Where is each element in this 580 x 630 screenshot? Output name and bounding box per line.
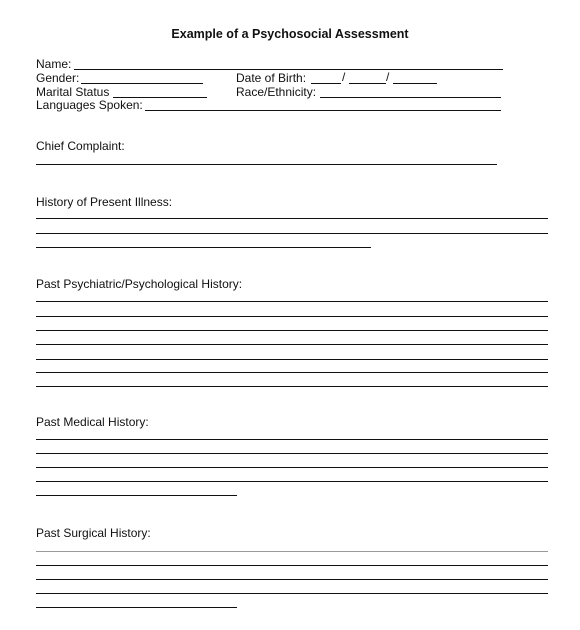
medical-history-line[interactable] (36, 481, 548, 482)
languages-field[interactable] (145, 110, 501, 111)
surgical-history-line[interactable] (36, 551, 548, 552)
present-illness-label: History of Present Illness: (36, 195, 173, 209)
psych-history-line[interactable] (36, 372, 548, 373)
surgical-history-line[interactable] (36, 579, 548, 580)
dob-month-field[interactable] (311, 83, 341, 84)
surgical-history-label: Past Surgical History: (36, 526, 151, 540)
present-illness-line[interactable] (36, 233, 548, 234)
chief-complaint-label: Chief Complaint: (36, 139, 125, 153)
psych-history-line[interactable] (36, 316, 548, 317)
dob-day-field[interactable] (349, 83, 386, 84)
psych-history-line[interactable] (36, 301, 548, 302)
present-illness-line[interactable] (36, 218, 548, 219)
name-field[interactable] (74, 69, 503, 70)
form-title: Example of a Psychosocial Assessment (171, 27, 409, 41)
dob-separator-1: / (342, 70, 346, 84)
race-ethnicity-field[interactable] (320, 97, 501, 98)
dob-separator-2: / (386, 70, 390, 84)
medical-history-label: Past Medical History: (36, 415, 149, 429)
dob-label: Date of Birth: (236, 71, 307, 85)
medical-history-line[interactable] (36, 439, 548, 440)
psych-history-line[interactable] (36, 386, 548, 387)
dob-year-field[interactable] (393, 83, 437, 84)
medical-history-line[interactable] (36, 495, 237, 496)
present-illness-line[interactable] (36, 247, 371, 248)
name-label: Name: (36, 57, 72, 71)
race-ethnicity-label: Race/Ethnicity: (236, 85, 317, 99)
medical-history-line[interactable] (36, 467, 548, 468)
surgical-history-line[interactable] (36, 607, 237, 608)
chief-complaint-line[interactable] (36, 164, 497, 165)
psych-history-line[interactable] (36, 359, 548, 360)
medical-history-line[interactable] (36, 453, 548, 454)
gender-label: Gender: (36, 71, 80, 85)
psych-history-line[interactable] (36, 330, 548, 331)
surgical-history-line[interactable] (36, 593, 548, 594)
gender-field[interactable] (81, 83, 203, 84)
languages-label: Languages Spoken: (36, 98, 143, 112)
psych-history-line[interactable] (36, 344, 548, 345)
surgical-history-line[interactable] (36, 565, 548, 566)
marital-status-label: Marital Status (36, 85, 110, 99)
psych-history-label: Past Psychiatric/Psychological History: (36, 277, 243, 291)
